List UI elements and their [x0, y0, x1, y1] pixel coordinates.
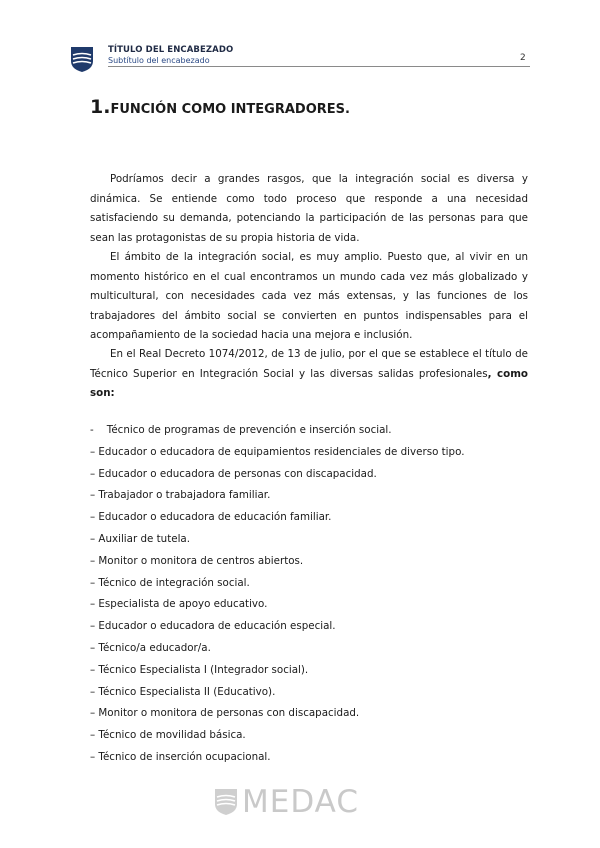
page-number: 2 — [520, 53, 526, 63]
list-item: – Monitor o monitora de personas con discapacidad. — [90, 707, 360, 720]
list-item: – Técnico de inserción ocupacional. — [90, 750, 271, 763]
header-subtitle: Subtítulo del encabezado — [108, 56, 210, 65]
list-item: - Técnico de programas de prevención e inserción social. — [90, 424, 392, 436]
list-item: – Educador o educadora de educación especial. — [90, 620, 336, 633]
list-item: – Especialista de apoyo educativo. — [90, 598, 268, 611]
list-item: – Técnico Especialista II (Educativo). — [90, 685, 276, 698]
footer-logo — [214, 786, 374, 822]
list-item: – Técnico Especialista I (Integrador social). — [90, 663, 309, 676]
paragraph-text: En el Real Decreto 1074/2012, de 13 de julio, por el que se establece el título de Técnico Superior en Integración Social y las diversas salidas profesionales — [90, 348, 528, 380]
list-item: – Auxiliar de tutela. — [90, 532, 191, 545]
medac-shield-icon — [214, 788, 238, 816]
list-item: – Técnico de integración social. — [90, 576, 250, 589]
list-item: – Educador o educadora de educación familiar. — [90, 511, 332, 524]
list-item: – Educador o educadora de equipamientos residenciales de diverso tipo. — [90, 445, 465, 458]
footer-brand: MEDAC — [242, 784, 359, 820]
section-heading — [90, 96, 350, 118]
paragraph-text-bold: , como son: — [90, 367, 528, 400]
header-divider — [108, 66, 530, 67]
career-list — [90, 420, 464, 769]
section-number: 1. — [90, 96, 111, 118]
paragraph — [90, 345, 528, 404]
header-title: TÍTULO DEL ENCABEZADO — [108, 45, 234, 55]
list-item: – Monitor o monitora de centros abiertos. — [90, 554, 304, 567]
list-item: – Educador o educadora de personas con discapacidad. — [90, 467, 377, 480]
list-item: – Técnico de movilidad básica. — [90, 729, 246, 742]
section-title: FUNCIÓN COMO INTEGRADORES. — [110, 102, 350, 117]
list-item: – Trabajador o trabajadora familiar. — [90, 489, 271, 502]
medac-shield-icon — [70, 46, 94, 73]
paragraph: El ámbito de la integración social, es muy amplio. Puesto que, al vivir en un momento histórico en el cual encontramos un mundo cada vez más globalizado y multicultural, con necesidades cada vez más extensas, y las funciones de los trabajadores del ámbito social se convierten en puntos indispensables para el acompañamiento de la sociedad hacia una mejora e inclusión. — [90, 251, 528, 342]
list-item: – Técnico/a educador/a. — [90, 641, 211, 654]
paragraph: Podríamos decir a grandes rasgos, que la integración social es diversa y dinámica. Se entiende como todo proceso que responde a una necesidad satisfaciendo su demanda, potenciando la participación de las personas para que sean las protagonistas de su propia historia de vida. — [90, 173, 528, 244]
